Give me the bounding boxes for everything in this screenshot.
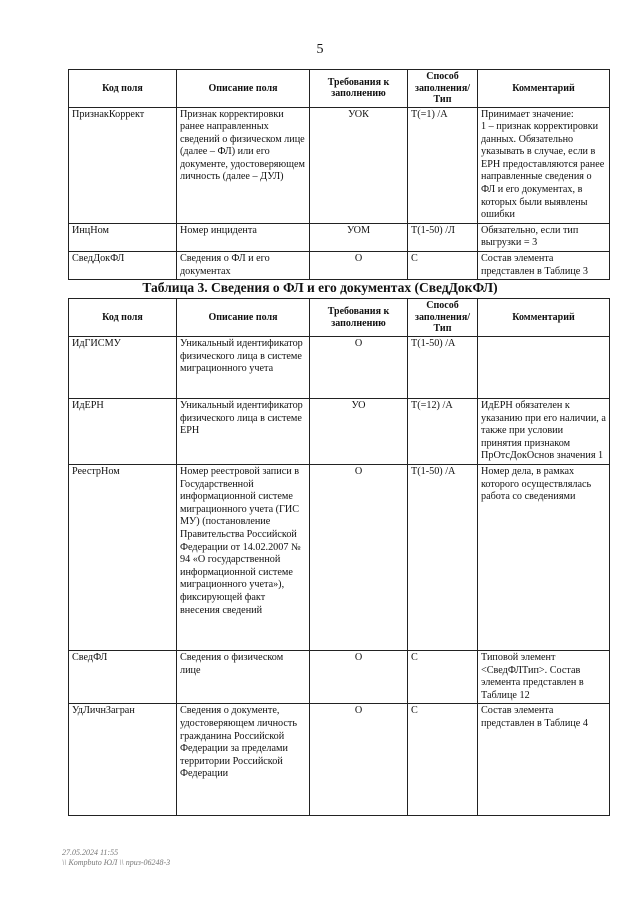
table-header-row — [69, 299, 610, 337]
footer-path: \\ Kompbuto ЮЛ \\ приз-06248-3 — [62, 858, 171, 867]
cell-requirement: О — [310, 650, 408, 703]
header-fill-type: Способ заполнения/ Тип — [408, 70, 478, 108]
header-requirements: Требования к заполнению — [310, 70, 408, 108]
cell-type: Т(=12) /А — [408, 399, 478, 465]
header-requirements: Требования к заполнению — [310, 299, 408, 337]
cell-code: ИнцНом — [69, 223, 177, 251]
cell-description: Сведения о документе, удостоверяющем личность гражданина Российской Федерации за пределами территории Российской Федерации — [177, 704, 310, 816]
cell-type: Т(1-50) /А — [408, 464, 478, 650]
page-number: 5 — [316, 42, 324, 57]
cell-description: Номер инцидента — [177, 223, 310, 251]
cell-type: С — [408, 704, 478, 816]
footer-date: 27.05.2024 11:55 — [62, 848, 119, 857]
cell-code: ИдГИСМУ — [69, 337, 177, 399]
table-row — [69, 337, 610, 399]
table-row — [69, 399, 610, 465]
header-comment: Комментарий — [478, 299, 610, 337]
cell-comment: Принимает значение: 1 – признак корректировки данных. Обязательно указывать в случае, если в ЕРН предоставляются ранее направленные сведения о ФЛ и его документах, в которых были выявлены ошибки — [478, 107, 610, 223]
cell-comment: Состав элемента представлен в Таблице 4 — [478, 704, 610, 816]
cell-code: СведДокФЛ — [69, 252, 177, 280]
cell-requirement: О — [310, 464, 408, 650]
cell-comment: Обязательно, если тип выгрузки = 3 — [478, 223, 610, 251]
header-field-code: Код поля — [69, 70, 177, 108]
header-comment: Комментарий — [478, 70, 610, 108]
table-3 — [68, 298, 610, 816]
table-row — [69, 107, 610, 223]
table-row — [69, 252, 610, 280]
cell-comment: Типовой элемент <СведФЛТип>. Состав элемента представлен в Таблице 12 — [478, 650, 610, 703]
cell-comment: Состав элемента представлен в Таблице 3 — [478, 252, 610, 280]
table-row — [69, 464, 610, 650]
table-1 — [68, 69, 610, 280]
header-fill-type: Способ заполнения/ Тип — [408, 299, 478, 337]
cell-description: Признак корректировки ранее направленных сведений о физическом лице (далее – ФЛ) или его документе, удостоверяющем личность (далее – ДУЛ) — [177, 107, 310, 223]
cell-requirement: УОК — [310, 107, 408, 223]
table-3-title: Таблица 3. Сведения о ФЛ и его документах (СведДокФЛ) — [142, 280, 498, 295]
cell-code: СведФЛ — [69, 650, 177, 703]
header-field-description: Описание поля — [177, 299, 310, 337]
cell-type: Т(1-50) /Л — [408, 223, 478, 251]
cell-description: Сведения о физическом лице — [177, 650, 310, 703]
cell-code: УдЛичнЗагран — [69, 704, 177, 816]
cell-comment: ИдЕРН обязателен к указанию при его наличии, а также при условии принятия признаком ПрОтсДокОснов значения 1 — [478, 399, 610, 465]
cell-requirement: О — [310, 252, 408, 280]
cell-code: ПризнакКоррект — [69, 107, 177, 223]
table-header-row — [69, 70, 610, 108]
table-row — [69, 223, 610, 251]
cell-type: С — [408, 650, 478, 703]
cell-comment: Номер дела, в рамках которого осуществлялась работа со сведениями — [478, 464, 610, 650]
cell-comment — [478, 337, 610, 399]
cell-description: Уникальный идентификатор физического лица в системе ЕРН — [177, 399, 310, 465]
cell-requirement: УО — [310, 399, 408, 465]
cell-description: Номер реестровой записи в Государственной информационной системе миграционного учета (ГИС МУ) (постановление Правительства Российской Федерации от 14.02.2007 № 94 «О государственной информационной системе миграционного учета»), фиксирующей факт внесения сведений — [177, 464, 310, 650]
cell-description: Уникальный идентификатор физического лица в системе миграционного учета — [177, 337, 310, 399]
cell-requirement: О — [310, 337, 408, 399]
cell-type: Т(1-50) /А — [408, 337, 478, 399]
footer-stamp — [62, 848, 170, 868]
header-field-description: Описание поля — [177, 70, 310, 108]
cell-code: РеестрНом — [69, 464, 177, 650]
cell-requirement: О — [310, 704, 408, 816]
cell-requirement: УОМ — [310, 223, 408, 251]
cell-type: С — [408, 252, 478, 280]
cell-description: Сведения о ФЛ и его документах — [177, 252, 310, 280]
cell-type: Т(=1) /А — [408, 107, 478, 223]
table-row — [69, 650, 610, 703]
cell-code: ИдЕРН — [69, 399, 177, 465]
header-field-code: Код поля — [69, 299, 177, 337]
table-row — [69, 704, 610, 816]
